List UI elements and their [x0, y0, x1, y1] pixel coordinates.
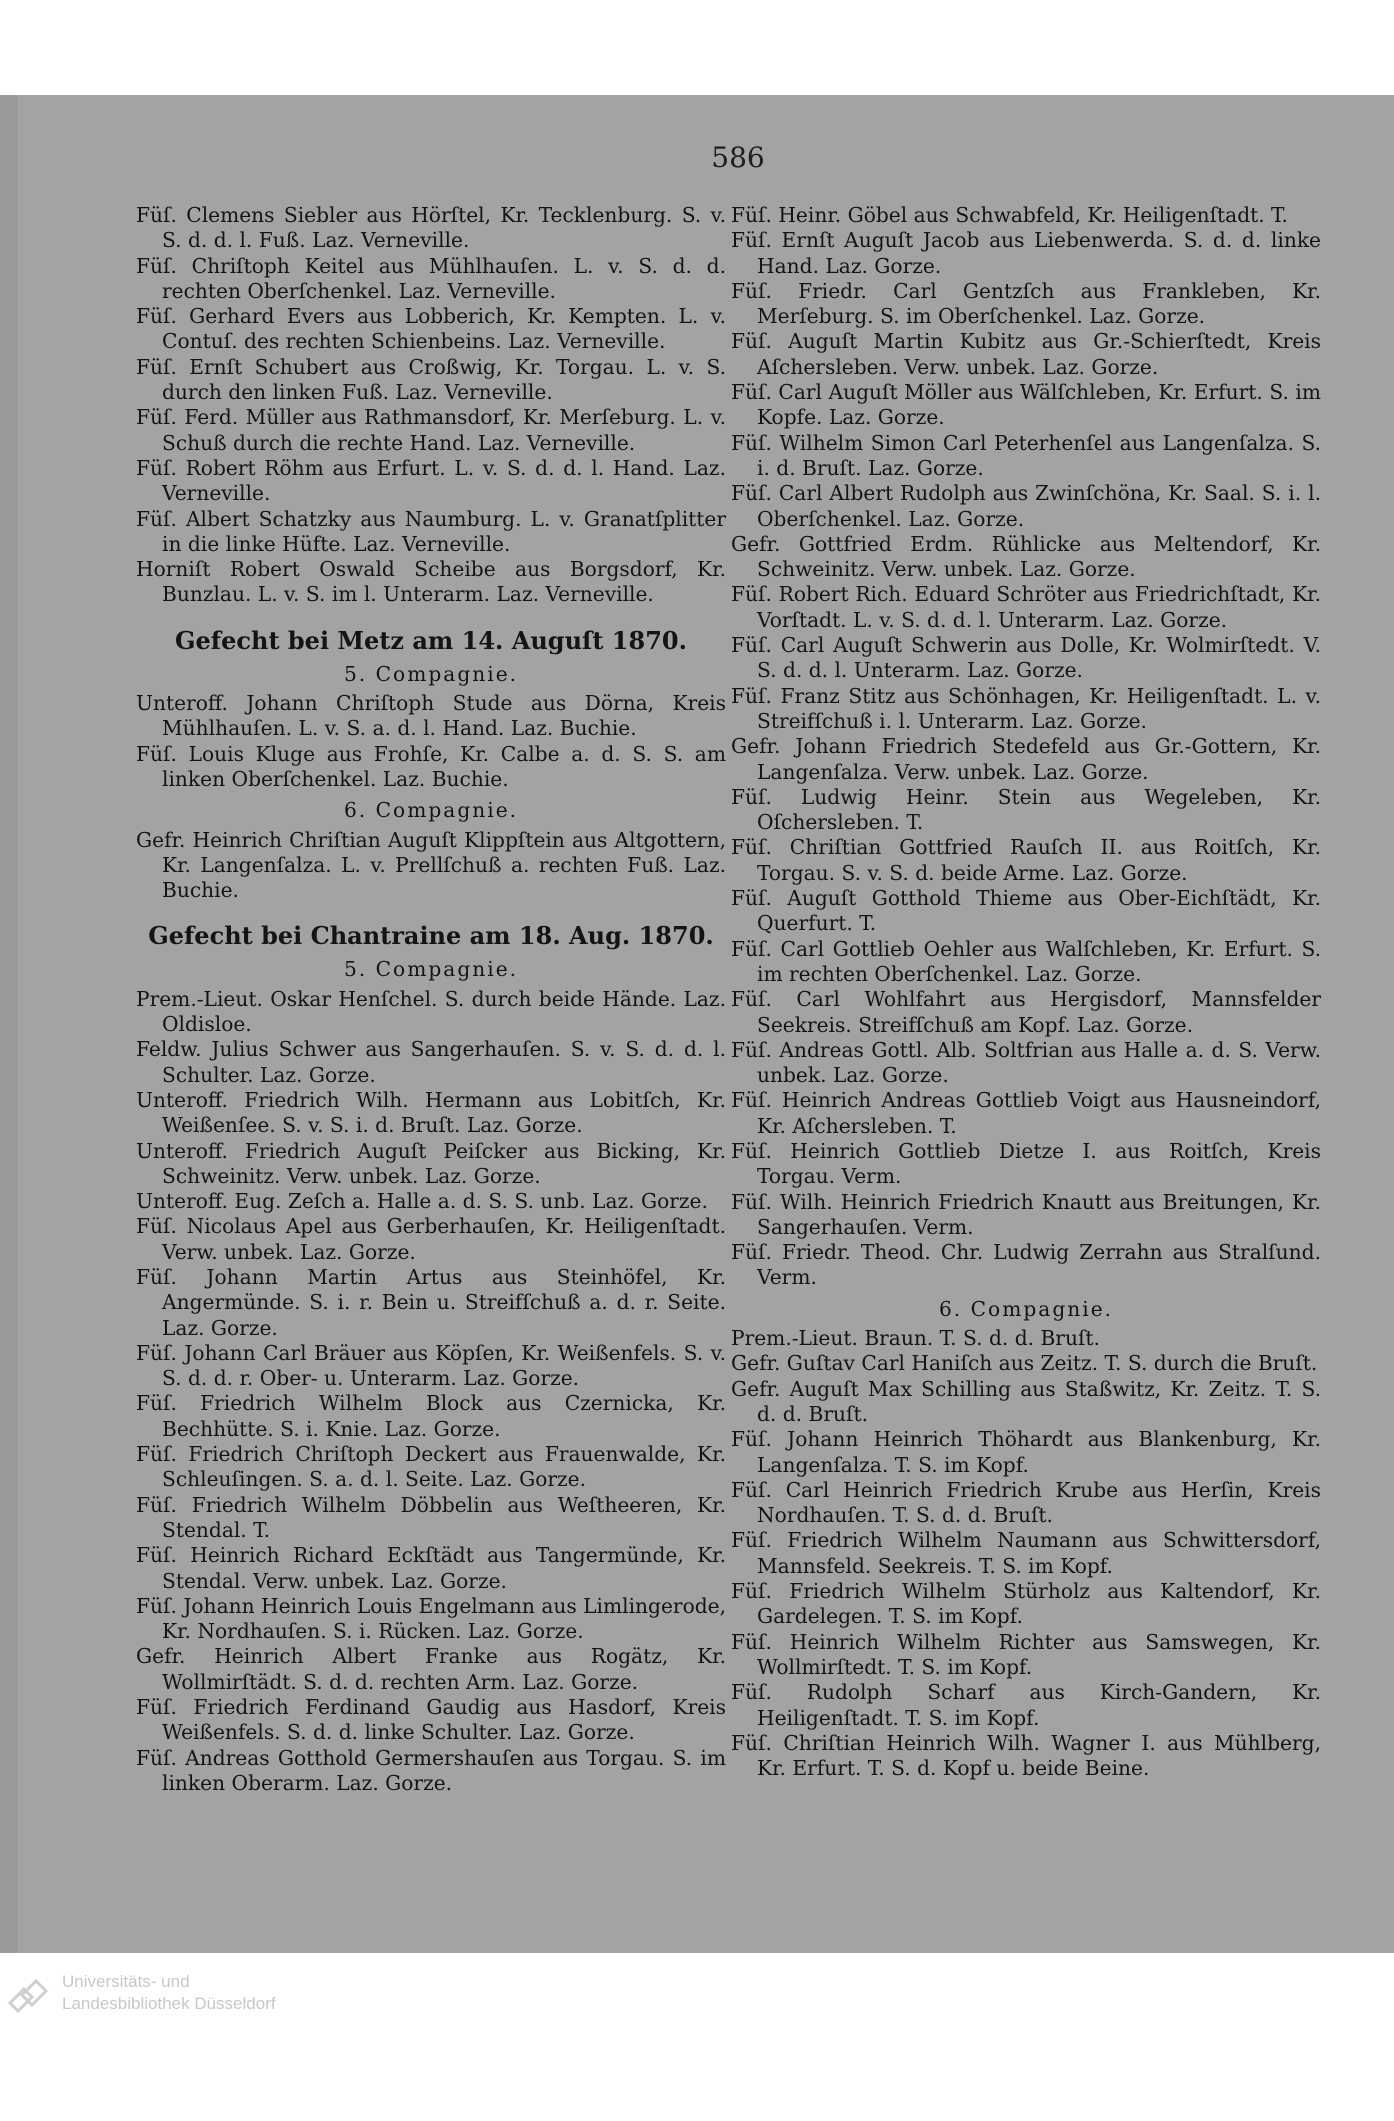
casualty-entry: Füſ. Friedr. Carl Gentzſch aus Frankleben, Kr. Merſeburg. S. im Oberſchenkel. Laz. Gorze. [731, 278, 1321, 329]
casualty-entry: Füſ. Johann Martin Artus aus Steinhöfel, Kr. Angermünde. S. i. r. Bein u. Streifſchuß a. d. r. Seite. Laz. Gorze. [136, 1264, 726, 1340]
casualty-entry: Füſ. Friedrich Ferdinand Gaudig aus Hasdorf, Kreis Weißenfels. S. d. d. linke Schulter. Laz. Gorze. [136, 1695, 726, 1745]
section-heading: Gefecht bei Chantraine am 18. Aug. 1870. [148, 921, 714, 951]
casualty-entry: Füſ. Wilhelm Simon Carl Peterhenſel aus Langenſalza. S. i. d. Bruſt. Laz. Gorze. [731, 430, 1321, 480]
casualty-entry: Füſ. Carl Auguſt Möller aus Wälſchleben, Kr. Erfurt. S. im Kopfe. Laz. Gorze. [731, 380, 1321, 430]
casualty-entry: Gefr. Heinrich Albert Franke aus Rogätz, Kr. Wollmirſtädt. S. d. d. rechten Arm. Laz. Gorze. [136, 1644, 726, 1694]
casualty-entry: Prem.-Lieut. Oskar Henſchel. S. durch beide Hände. Laz. Oldisloe. [136, 986, 726, 1037]
company-heading: 5. Compagnie. [343, 957, 519, 982]
library-name-line1: Universitäts- und [62, 1972, 190, 1991]
scanned-page-background [0, 95, 1394, 1953]
casualty-entry: Füſ. Louis Kluge aus Frohſe, Kr. Calbe a. d. S. S. am linken Oberſchenkel. Laz. Buchie. [136, 741, 726, 791]
casualty-entry: Füſ. Albert Schatzky aus Naumburg. L. v. Granatſplitter in die linke Hüfte. Laz. Verneville. [136, 506, 726, 556]
casualty-entry: Füſ. Robert Röhm aus Erfurt. L. v. S. d. d. l. Hand. Laz. Verneville. [136, 455, 726, 506]
library-name [62, 1971, 276, 2015]
casualty-entry: Gefr. Gottfried Erdm. Rühlicke aus Meltendorf, Kr. Schweinitz. Verw. unbek. Laz. Gorze. [731, 531, 1321, 582]
casualty-entry: Füſ. Carl Gottlieb Oehler aus Walſchleben, Kr. Erfurt. S. im rechten Oberſchenkel. Laz. Gorze. [731, 936, 1321, 986]
casualty-entry: Füſ. Robert Rich. Eduard Schröter aus Friedrichſtadt, Kr. Vorſtadt. L. v. S. d. d. l. Unterarm. Laz. Gorze. [731, 582, 1321, 632]
casualty-entry: Füſ. Clemens Siebler aus Hörſtel, Kr. Tecklenburg. S. v. S. d. d. l. Fuß. Laz. Verneville. [136, 203, 726, 253]
casualty-entry: Füſ. Andreas Gotthold Germershauſen aus Torgau. S. im linken Oberarm. Laz. Gorze. [136, 1745, 726, 1795]
section-heading: Gefecht bei Metz am 14. Auguſt 1870. [175, 625, 687, 655]
casualty-entry: Füſ. Auguſt Martin Kubitz aus Gr.-Schierſtedt, Kreis Aſchersleben. Verw. unbek. Laz. Gorze. [731, 329, 1321, 379]
casualty-entry: Füſ. Carl Auguſt Schwerin aus Dolle, Kr. Wolmirſtedt. V. S. d. d. l. Unterarm. Laz. Gorze. [731, 633, 1321, 683]
casualty-entry: Unteroff. Friedrich Auguſt Peiſcker aus Bicking, Kr. Schweinitz. Verw. unbek. Laz. Gorze. [136, 1138, 726, 1188]
page-number: 586 [711, 141, 765, 174]
casualty-entry: Horniſt Robert Oswald Scheibe aus Borgsdorf, Kr. Bunzlau. L. v. S. im l. Unterarm. Laz. Verneville. [136, 557, 726, 607]
casualty-entry: Füſ. Gerhard Evers aus Lobberich, Kr. Kempten. L. v. Contuſ. des rechten Schienbeins. Laz. Verneville. [136, 304, 726, 354]
casualty-entry: Prem.-Lieut. Braun. T. S. d. d. Bruſt. [731, 1326, 1100, 1351]
casualty-entry: Füſ. Rudolph Scharf aus Kirch-Gandern, Kr. Heiligenſtadt. T. S. im Kopf. [731, 1680, 1321, 1730]
casualty-entry: Füſ. Nicolaus Apel aus Gerberhauſen, Kr. Heiligenſtadt. Verw. unbek. Laz. Gorze. [136, 1214, 726, 1264]
casualty-entry: Gefr. Guſtav Carl Haniſch aus Zeitz. T. S. durch die Bruſt. [731, 1351, 1318, 1376]
casualty-entry: Füſ. Ludwig Heinr. Stein aus Wegeleben, Kr. Oſchersleben. T. [731, 784, 1321, 835]
casualty-entry: Füſ. Ernſt Schubert aus Croßwig, Kr. Torgau. L. v. S. durch den linken Fuß. Laz. Verneville. [136, 354, 726, 405]
casualty-entry: Füſ. Franz Stitz aus Schönhagen, Kr. Heiligenſtadt. L. v. Streifſchuß i. l. Unterarm. Laz. Gorze. [731, 683, 1321, 733]
casualty-entry: Füſ. Ernſt Auguſt Jacob aus Liebenwerda. S. d. d. linke Hand. Laz. Gorze. [731, 228, 1321, 278]
casualty-entry: Füſ. Carl Heinrich Friedrich Krube aus Herſin, Kreis Nordhauſen. T. S. d. d. Bruſt. [731, 1477, 1321, 1528]
casualty-entry: Unteroff. Friedrich Wilh. Hermann aus Lobitſch, Kr. Weißenſee. S. v. S. i. d. Bruſt. Laz. Gorze. [136, 1087, 726, 1138]
casualty-entry: Unteroff. Johann Chriſtoph Stude aus Dörna, Kreis Mühlhauſen. L. v. S. a. d. l. Hand. Laz. Buchie. [136, 691, 726, 741]
library-logo[interactable] [0, 1953, 300, 2023]
casualty-entry: Füſ. Johann Heinrich Louis Engelmann aus Limlingerode, Kr. Nordhauſen. S. i. Rücken. Laz. Gorze. [136, 1593, 727, 1644]
casualty-entry: Füſ. Carl Albert Rudolph aus Zwinſchöna, Kr. Saal. S. i. l. Oberſchenkel. Laz. Gorze. [731, 481, 1321, 531]
casualty-entry: Füſ. Heinrich Andreas Gottlieb Voigt aus Hausneindorf, Kr. Aſchersleben. T. [731, 1088, 1321, 1138]
casualty-entry: Füſ. Wilh. Heinrich Friedrich Knautt aus Breitungen, Kr. Sangerhauſen. Verm. [731, 1189, 1321, 1239]
casualty-entry: Füſ. Friedrich Wilhelm Stürholz aus Kaltendorf, Kr. Gardelegen. T. S. im Kopf. [731, 1579, 1321, 1629]
casualty-entry: Füſ. Heinrich Richard Eckſtädt aus Tangermünde, Kr. Stendal. Verw. unbek. Laz. Gorze. [136, 1543, 726, 1593]
casualty-entry: Füſ. Friedrich Wilhelm Block aus Czernicka, Kr. Bechhütte. S. i. Knie. Laz. Gorze. [136, 1391, 726, 1441]
casualty-entry: Füſ. Heinr. Göbel aus Schwabfeld, Kr. Heiligenſtadt. T. [731, 203, 1288, 227]
casualty-entry: Feldw. Julius Schwer aus Sangerhauſen. S. v. S. d. d. l. Schulter. Laz. Gorze. [136, 1037, 726, 1087]
casualty-entry: Füſ. Friedr. Theod. Chr. Ludwig Zerrahn aus Stralſund. Verm. [731, 1240, 1321, 1290]
casualty-entry: Gefr. Johann Friedrich Stedefeld aus Gr.-Gottern, Kr. Langenſalza. Verw. unbek. Laz. Gorze. [731, 734, 1321, 784]
casualty-entry: Füſ. Auguſt Gotthold Thieme aus Ober-Eichſtädt, Kr. Querfurt. T. [731, 886, 1321, 936]
right-column [731, 203, 1321, 1781]
casualty-entry: Füſ. Chriſtian Heinrich Wilh. Wagner I. aus Mühlberg, Kr. Erfurt. T. S. d. Kopf u. beide Beine. [731, 1730, 1321, 1781]
casualty-entry: Füſ. Ferd. Müller aus Rathmansdorf, Kr. Merſeburg. L. v. Schuß durch die rechte Hand. Laz. Verneville. [136, 405, 726, 455]
casualty-entry: Füſ. Friedrich Chriſtoph Deckert aus Frauenwalde, Kr. Schleuſingen. S. a. d. l. Seite. Laz. Gorze. [136, 1442, 726, 1492]
company-heading: 5. Compagnie. [343, 661, 519, 686]
casualty-entry: Füſ. Johann Carl Bräuer aus Köpſen, Kr. Weißenfels. S. v. S. d. d. r. Ober- u. Unterarm. Laz. Gorze. [136, 1340, 726, 1391]
casualty-entry: Gefr. Auguſt Max Schilling aus Staßwitz, Kr. Zeitz. T. S. d. d. Bruſt. [731, 1376, 1321, 1426]
company-heading: 6. Compagnie. [938, 1296, 1114, 1321]
casualty-entry: Füſ. Chriſtoph Keitel aus Mühlhauſen. L. v. S. d. d. rechten Oberſchenkel. Laz. Verneville. [136, 253, 726, 303]
casualty-entry: Füſ. Friedrich Wilhelm Naumann aus Schwittersdorf, Mannsfeld. Seekreis. T. S. im Kopf. [731, 1528, 1321, 1578]
casualty-entry: Gefr. Heinrich Chriſtian Auguſt Klippſtein aus Altgottern, Kr. Langenſalza. L. v. Prellſchuß a. rechten Fuß. Laz. Buchie. [136, 827, 726, 903]
casualty-entry: Füſ. Heinrich Wilhelm Richter aus Samswegen, Kr. Wollmirſtedt. T. S. im Kopf. [731, 1629, 1321, 1679]
casualty-entry: Füſ. Friedrich Wilhelm Döbbelin aus Weſtheeren, Kr. Stendal. T. [136, 1492, 726, 1542]
library-name-line2: Landesbibliothek Düsseldorf [62, 1994, 276, 2013]
casualty-entry: Füſ. Heinrich Gottlieb Dietze I. aus Roitſch, Kreis Torgau. Verm. [731, 1138, 1321, 1189]
company-heading: 6. Compagnie. [343, 798, 519, 823]
document-page [18, 95, 1394, 1953]
casualty-entry: Füſ. Chriſtian Gottfried Rauſch II. aus Roitſch, Kr. Torgau. S. v. S. d. beide Arme. Laz. Gorze. [731, 835, 1321, 885]
casualty-entry: Füſ. Johann Heinrich Thöhardt aus Blankenburg, Kr. Langenſalza. T. S. im Kopf. [731, 1427, 1321, 1477]
casualty-entry: Unteroff. Eug. Zeſch a. Halle a. d. S. S. unb. Laz. Gorze. [136, 1189, 708, 1214]
casualty-entry: Füſ. Carl Wohlfahrt aus Hergisdorf, Mannsfelder Seekreis. Streifſchuß am Kopf. Laz. Gorze. [731, 987, 1321, 1037]
casualty-entry: Füſ. Andreas Gottl. Alb. Soltfrian aus Halle a. d. S. Verw. unbek. Laz. Gorze. [731, 1037, 1321, 1088]
ulb-logo-icon [6, 1973, 50, 2017]
left-column [136, 203, 726, 1796]
